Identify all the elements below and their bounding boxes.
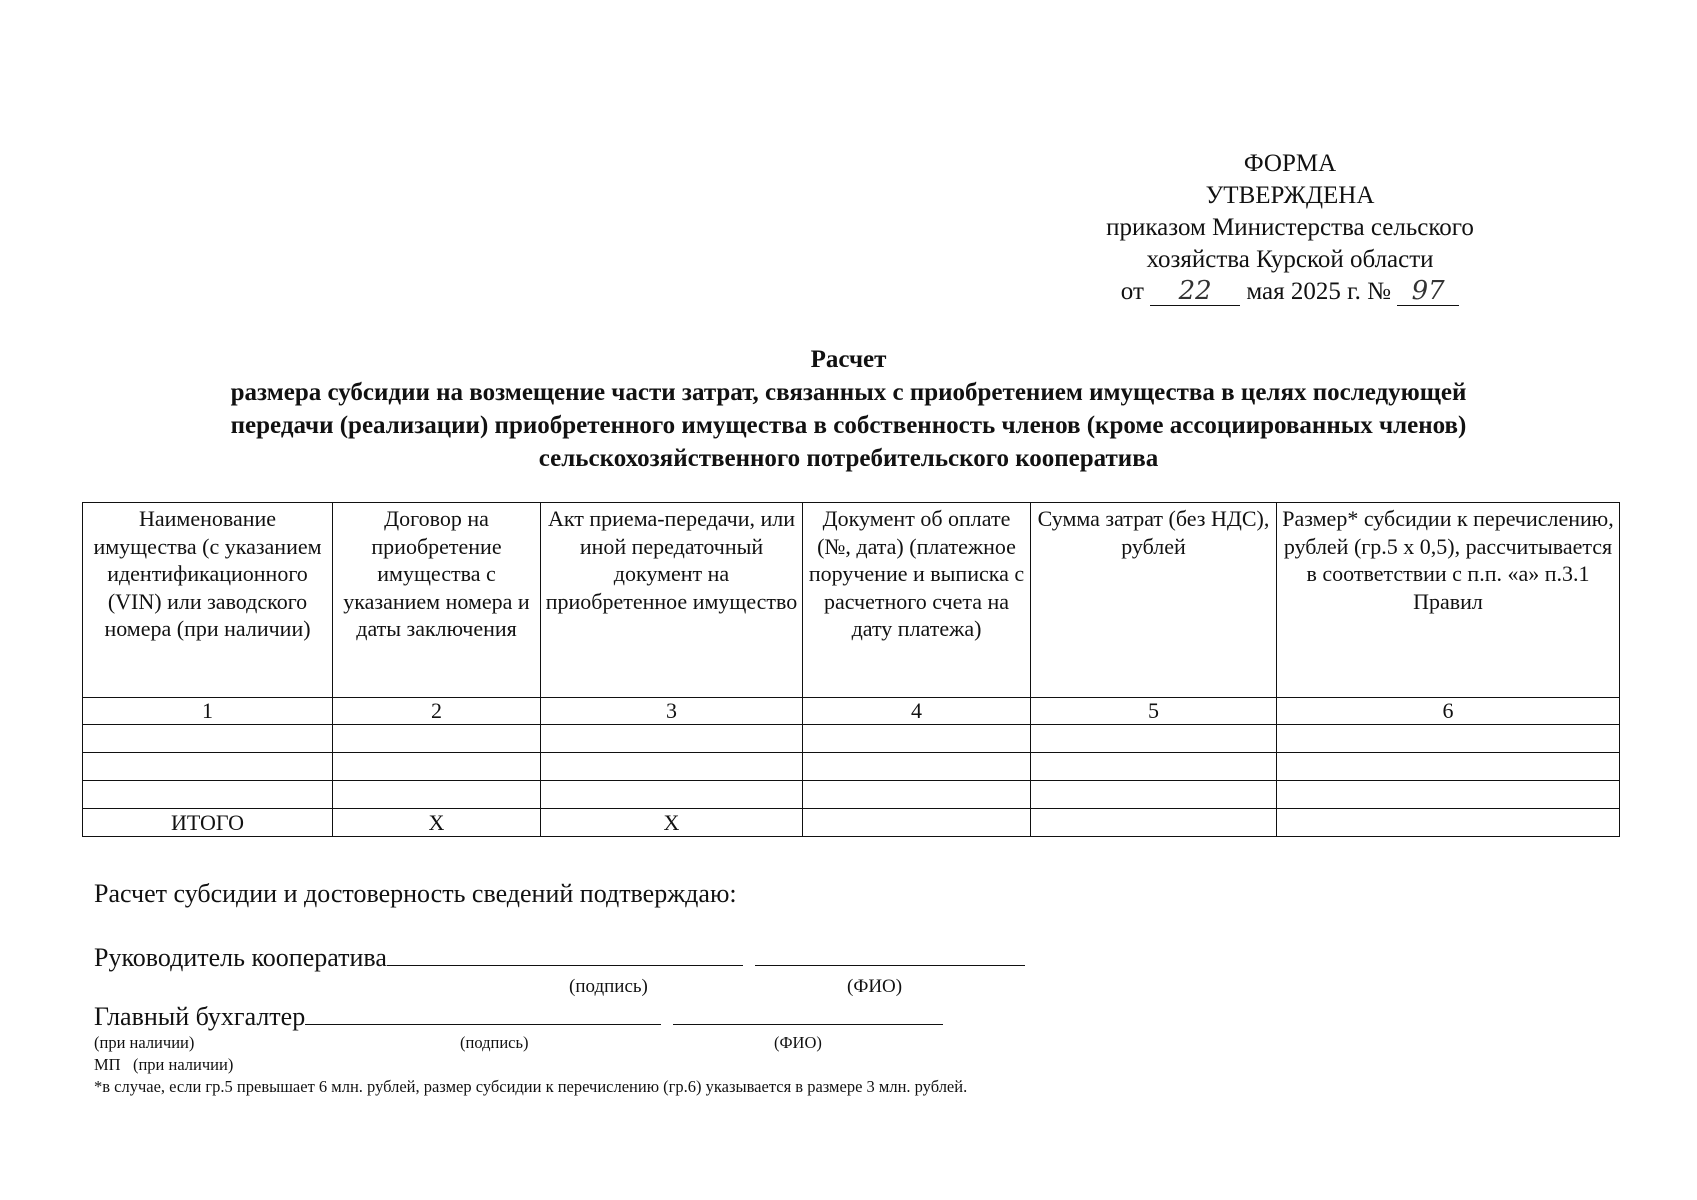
head-name-caption: (ФИО) [847, 976, 903, 997]
empty-cell [803, 725, 1031, 753]
empty-cell [1031, 781, 1277, 809]
table-header-row [83, 503, 1620, 698]
head-signature-row [94, 941, 1025, 974]
table-row [83, 781, 1620, 809]
head-sign-caption: (подпись) [569, 976, 648, 997]
empty-cell [541, 753, 803, 781]
header-cell: Документ об оплате (№, дата) (платежное поручение и выписка с расчетного счета на дату платежа) [803, 503, 1031, 698]
total-cell [803, 809, 1031, 837]
table-row [83, 725, 1620, 753]
handwritten-order-number: 97 [1397, 277, 1459, 306]
approval-stamp [1060, 148, 1520, 308]
total-cell: Х [333, 809, 541, 837]
approved-by-line: приказом Министерства сельского [1106, 214, 1474, 241]
footnote: *в случае, если гр.5 превышает 6 млн. рублей, размер субсидии к перечислению (гр.6) указывается в размере 3 млн. рублей. [94, 1077, 968, 1096]
accountant-name-line [673, 1000, 943, 1025]
header-cell: Акт приема-передачи, или иной передаточный документ на приобретенное имущество [541, 503, 803, 698]
empty-cell [1031, 753, 1277, 781]
head-signature-line [387, 941, 743, 966]
title-heading: Расчет [810, 346, 887, 373]
empty-cell [1031, 725, 1277, 753]
column-number: 1 [83, 698, 333, 725]
accountant-sign-caption: (подпись) [460, 1033, 529, 1052]
empty-cell [333, 781, 541, 809]
empty-cell [1277, 753, 1620, 781]
empty-cell [1277, 781, 1620, 809]
accountant-label: Главный бухгалтер [94, 1002, 306, 1031]
empty-cell [1277, 725, 1620, 753]
column-number: 6 [1277, 698, 1620, 725]
accountant-signature-row [94, 1000, 943, 1033]
stamp-note: МП (при наличии) [94, 1055, 234, 1074]
approved-by-region: хозяйства Курской области [1146, 246, 1434, 273]
total-row [83, 809, 1620, 837]
title-line-2: передачи (реализации) приобретенного имущества в собственность членов (кроме ассоциированных членов) [230, 412, 1467, 439]
empty-cell [83, 753, 333, 781]
total-label: ИТОГО [83, 809, 333, 837]
column-number-row [83, 698, 1620, 725]
head-name-line [755, 941, 1025, 966]
empty-cell [333, 753, 541, 781]
form-label: ФОРМА [1243, 150, 1337, 177]
empty-cell [803, 781, 1031, 809]
title-line-3: сельскохозяйственного потребительского кооператива [538, 445, 1159, 472]
head-label: Руководитель кооператива [94, 943, 387, 972]
empty-cell [803, 753, 1031, 781]
empty-cell [541, 725, 803, 753]
handwritten-day: 22 [1150, 277, 1240, 306]
column-number: 3 [541, 698, 803, 725]
date-prefix: от [1120, 278, 1144, 305]
empty-cell [333, 725, 541, 753]
column-number: 2 [333, 698, 541, 725]
total-cell: Х [541, 809, 803, 837]
empty-cell [83, 781, 333, 809]
title-line-1: размера субсидии на возмещение части затрат, связанных с приобретением имущества в целях последующей [230, 379, 1467, 406]
date-month-year: мая 2025 г. № [1246, 278, 1391, 305]
header-cell: Наименование имущества (с указанием идентификационного (VIN) или заводского номера (при наличии) [83, 503, 333, 698]
header-cell: Сумма затрат (без НДС), рублей [1031, 503, 1277, 698]
document-title [60, 343, 1637, 475]
accountant-signature-line [305, 1000, 661, 1025]
total-cell [1277, 809, 1620, 837]
header-cell: Размер* субсидии к перечислению, рублей (гр.5 х 0,5), рассчитывается в соответствии с п.п. «а» п.3.1 Правил [1277, 503, 1620, 698]
accountant-note: (при наличии) [94, 1033, 195, 1052]
column-number: 4 [803, 698, 1031, 725]
calculation-table [82, 502, 1620, 837]
confirmation-text: Расчет субсидии и достоверность сведений подтверждаю: [94, 879, 737, 908]
empty-cell [541, 781, 803, 809]
approved-label: УТВЕРЖДЕНА [1205, 182, 1375, 209]
header-cell: Договор на приобретение имущества с указанием номера и даты заключения [333, 503, 541, 698]
total-cell [1031, 809, 1277, 837]
column-number: 5 [1031, 698, 1277, 725]
table-row [83, 753, 1620, 781]
accountant-name-caption: (ФИО) [774, 1033, 822, 1052]
order-date-line [1060, 276, 1520, 308]
empty-cell [83, 725, 333, 753]
